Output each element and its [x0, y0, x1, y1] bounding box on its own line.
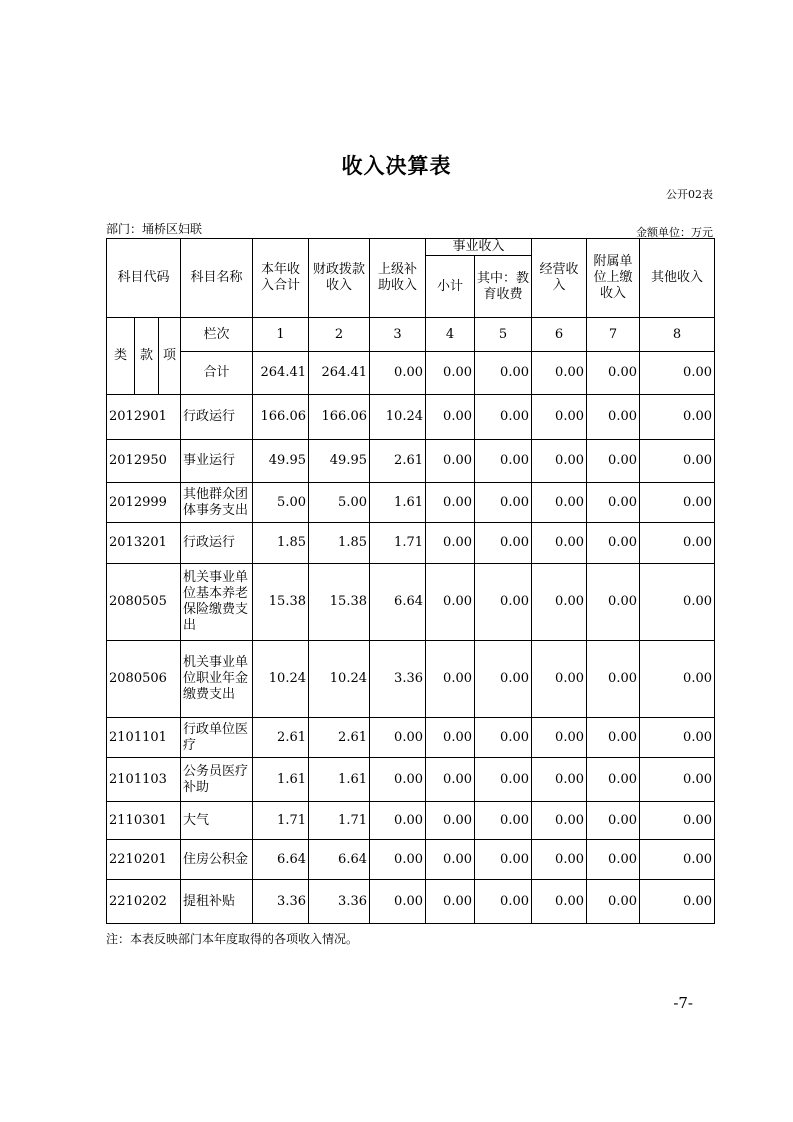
- row-name: 大气: [181, 802, 253, 840]
- header-name: 科目名称: [181, 239, 253, 318]
- total-cell: 0.00: [370, 352, 426, 395]
- row-value: 0.00: [587, 440, 640, 483]
- row-value: 166.06: [253, 395, 309, 440]
- row-code: 2080505: [107, 564, 181, 641]
- row-value: 3.36: [370, 641, 426, 718]
- row-value: 0.00: [475, 483, 532, 523]
- row-value: 0.00: [426, 564, 475, 641]
- row-value: 3.36: [253, 880, 309, 924]
- row-value: 2.61: [370, 440, 426, 483]
- row-value: 0.00: [475, 564, 532, 641]
- row-name: 行政单位医疗: [181, 718, 253, 758]
- table-row: [107, 483, 715, 523]
- row-code: 2110301: [107, 802, 181, 840]
- row-value: 49.95: [253, 440, 309, 483]
- row-value: 0.00: [370, 802, 426, 840]
- row-value: 0.00: [587, 523, 640, 564]
- row-value: 1.71: [309, 802, 370, 840]
- row-value: 1.61: [253, 758, 309, 802]
- row-value: 2.61: [309, 718, 370, 758]
- row-value: 0.00: [532, 641, 587, 718]
- row-value: 0.00: [475, 440, 532, 483]
- row-value: 166.06: [309, 395, 370, 440]
- row-value: 0.00: [532, 523, 587, 564]
- row-value: 0.00: [426, 880, 475, 924]
- row-value: 0.00: [532, 840, 587, 880]
- table-row: [107, 840, 715, 880]
- col-number: 8: [640, 318, 715, 352]
- row-value: 0.00: [475, 758, 532, 802]
- row-name: 提租补贴: [181, 880, 253, 924]
- total-cell: 264.41: [253, 352, 309, 395]
- header-xiang: 项: [159, 318, 181, 395]
- row-value: 0.00: [587, 395, 640, 440]
- income-table: [106, 238, 715, 924]
- row-code: 2101101: [107, 718, 181, 758]
- total-cell: 0.00: [640, 352, 715, 395]
- row-name: 事业运行: [181, 440, 253, 483]
- row-value: 3.36: [309, 880, 370, 924]
- header-subtotal: 小计: [426, 256, 475, 318]
- row-value: 0.00: [532, 802, 587, 840]
- row-value: 0.00: [640, 523, 715, 564]
- table-row: [107, 564, 715, 641]
- row-value: 0.00: [640, 564, 715, 641]
- footnote: 注：本表反映部门本年度取得的各项收入情况。: [106, 932, 359, 946]
- row-value: 0.00: [370, 840, 426, 880]
- row-value: 10.24: [253, 641, 309, 718]
- row-value: 0.00: [532, 564, 587, 641]
- table-row: [107, 880, 715, 924]
- row-value: 0.00: [475, 718, 532, 758]
- header-fiscal: 财政拨款收入: [309, 239, 370, 318]
- header-total: 本年收入合计: [253, 239, 309, 318]
- col-number: 3: [370, 318, 426, 352]
- row-value: 49.95: [309, 440, 370, 483]
- row-value: 0.00: [640, 758, 715, 802]
- header-superior: 上级补助收入: [370, 239, 426, 318]
- table-row: [107, 440, 715, 483]
- row-value: 0.00: [640, 802, 715, 840]
- row-code: 2080506: [107, 641, 181, 718]
- header-operating: 经营收入: [532, 239, 587, 318]
- row-value: 0.00: [640, 641, 715, 718]
- row-value: 0.00: [426, 641, 475, 718]
- row-value: 10.24: [370, 395, 426, 440]
- row-code: 2210201: [107, 840, 181, 880]
- row-value: 0.00: [426, 523, 475, 564]
- table-row: [107, 758, 715, 802]
- row-value: 0.00: [587, 718, 640, 758]
- row-value: 0.00: [640, 840, 715, 880]
- page-number: -7-: [673, 994, 693, 1012]
- row-value: 0.00: [640, 440, 715, 483]
- total-cell: 0.00: [426, 352, 475, 395]
- row-value: 0.00: [426, 395, 475, 440]
- row-name: 行政运行: [181, 523, 253, 564]
- row-value: 5.00: [309, 483, 370, 523]
- row-value: 0.00: [640, 483, 715, 523]
- row-value: 0.00: [426, 440, 475, 483]
- unit-label: 金额单位：万元: [636, 226, 713, 239]
- header-kuan: 款: [135, 318, 159, 395]
- row-value: 1.85: [309, 523, 370, 564]
- total-cell: 0.00: [475, 352, 532, 395]
- header-affiliated: 附属单位上缴收入: [587, 239, 640, 318]
- row-value: 15.38: [309, 564, 370, 641]
- table-row: [107, 523, 715, 564]
- row-value: 0.00: [587, 840, 640, 880]
- row-name: 其他群众团体事务支出: [181, 483, 253, 523]
- header-lei: 类: [107, 318, 135, 395]
- row-value: 0.00: [426, 802, 475, 840]
- col-number: 6: [532, 318, 587, 352]
- form-number: 公开02表: [666, 188, 713, 201]
- row-value: 1.71: [253, 802, 309, 840]
- table-row: [107, 718, 715, 758]
- row-value: 0.00: [475, 840, 532, 880]
- row-value: 0.00: [532, 395, 587, 440]
- row-code: 2012950: [107, 440, 181, 483]
- col-number: 5: [475, 318, 532, 352]
- col-number: 4: [426, 318, 475, 352]
- row-code: 2012999: [107, 483, 181, 523]
- row-code: 2210202: [107, 880, 181, 924]
- row-value: 0.00: [532, 440, 587, 483]
- row-name: 行政运行: [181, 395, 253, 440]
- row-value: 15.38: [253, 564, 309, 641]
- row-value: 0.00: [532, 880, 587, 924]
- row-value: 1.71: [370, 523, 426, 564]
- row-value: 0.00: [475, 641, 532, 718]
- row-value: 0.00: [426, 758, 475, 802]
- row-code: 2101103: [107, 758, 181, 802]
- col-number: 7: [587, 318, 640, 352]
- table-row: [107, 641, 715, 718]
- row-value: 10.24: [309, 641, 370, 718]
- total-cell: 0.00: [532, 352, 587, 395]
- row-value: 0.00: [587, 758, 640, 802]
- header-lanci: 栏次: [181, 318, 253, 352]
- row-value: 0.00: [475, 523, 532, 564]
- row-value: 0.00: [475, 802, 532, 840]
- col-number: 1: [253, 318, 309, 352]
- row-value: 5.00: [253, 483, 309, 523]
- row-name: 住房公积金: [181, 840, 253, 880]
- row-value: 0.00: [426, 840, 475, 880]
- row-value: 0.00: [532, 483, 587, 523]
- row-value: 0.00: [532, 718, 587, 758]
- row-value: 0.00: [426, 718, 475, 758]
- row-value: 0.00: [587, 641, 640, 718]
- row-value: 0.00: [475, 880, 532, 924]
- row-code: 2013201: [107, 523, 181, 564]
- row-value: 0.00: [532, 758, 587, 802]
- table-row: [107, 802, 715, 840]
- row-value: 0.00: [370, 880, 426, 924]
- row-code: 2012901: [107, 395, 181, 440]
- row-value: 6.64: [309, 840, 370, 880]
- header-other: 其他收入: [640, 239, 715, 318]
- row-value: 0.00: [587, 483, 640, 523]
- header-code: 科目代码: [107, 239, 181, 318]
- row-value: 1.61: [309, 758, 370, 802]
- total-cell: 264.41: [309, 352, 370, 395]
- row-name: 公务员医疗补助: [181, 758, 253, 802]
- row-value: 6.64: [370, 564, 426, 641]
- total-cell: 0.00: [587, 352, 640, 395]
- row-value: 0.00: [587, 802, 640, 840]
- row-value: 0.00: [370, 758, 426, 802]
- row-value: 1.61: [370, 483, 426, 523]
- header-education: 其中：教育收费: [475, 256, 532, 318]
- header-heji: 合计: [181, 352, 253, 395]
- row-value: 1.85: [253, 523, 309, 564]
- row-value: 2.61: [253, 718, 309, 758]
- row-name: 机关事业单位职业年金缴费支出: [181, 641, 253, 718]
- department-label: 部门：埇桥区妇联: [106, 222, 203, 236]
- row-value: 0.00: [640, 718, 715, 758]
- row-value: 0.00: [587, 880, 640, 924]
- header-business: 事业收入: [426, 239, 532, 256]
- row-value: 0.00: [640, 395, 715, 440]
- col-number: 2: [309, 318, 370, 352]
- row-name: 机关事业单位基本养老保险缴费支出: [181, 564, 253, 641]
- page-title: 收入决算表: [341, 154, 452, 178]
- row-value: 6.64: [253, 840, 309, 880]
- row-value: 0.00: [426, 483, 475, 523]
- row-value: 0.00: [370, 718, 426, 758]
- row-value: 0.00: [587, 564, 640, 641]
- row-value: 0.00: [640, 880, 715, 924]
- row-value: 0.00: [475, 395, 532, 440]
- table-row: [107, 395, 715, 440]
